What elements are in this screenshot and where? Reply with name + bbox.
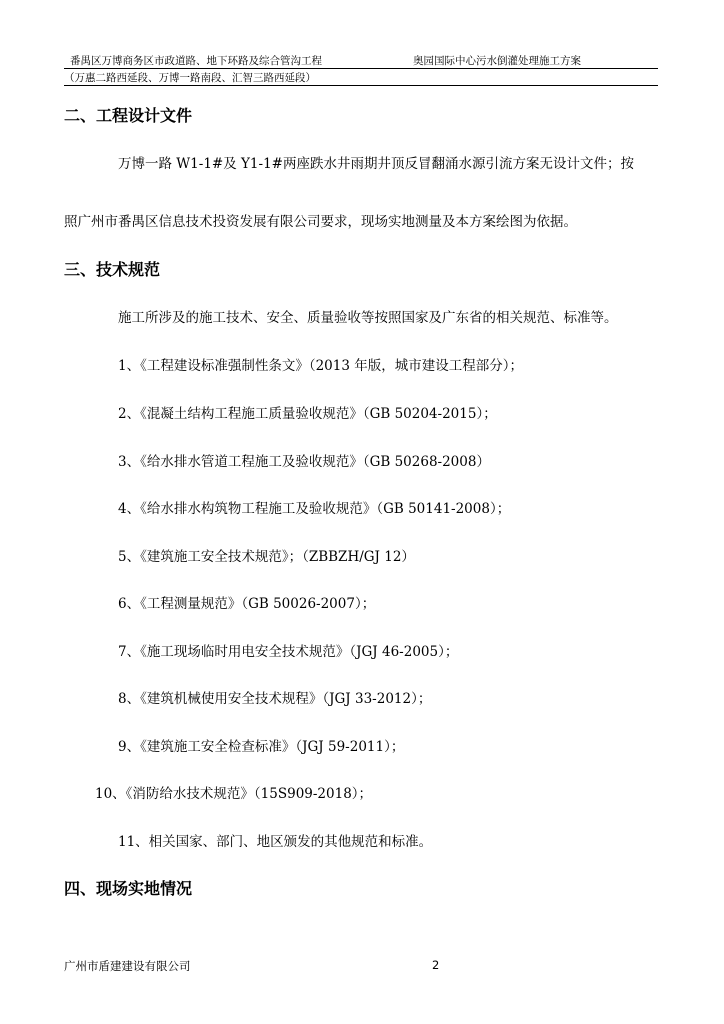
section-3-heading: 三、技术规范 — [64, 260, 161, 279]
standard-item-6: 6、《工程测量规范》（GB 50026-2007）； — [118, 596, 376, 612]
footer-page-number: 2 — [432, 958, 440, 972]
section-2-heading: 二、工程设计文件 — [64, 106, 193, 125]
standard-item-2: 2、《混凝土结构工程施工质量验收规范》（GB 50204-2015）； — [118, 406, 497, 422]
standard-item-3: 3、《给水排水管道工程施工及验收规范》（GB 50268-2008） — [118, 454, 490, 470]
section-4-heading: 四、现场实地情况 — [64, 879, 193, 898]
standard-item-5: 5、《建筑施工安全技术规范》；（ZBBZH/GJ 12） — [118, 549, 415, 565]
header-project-title: 番禺区万博商务区市政道路、地下环路及综合管沟工程 — [70, 55, 322, 67]
section-2-paragraph-line-1: 万博一路 W1-1#及 Y1-1#两座跌水井雨期井顶反冒翻涌水源引流方案无设计文件；按 — [118, 156, 634, 172]
footer-company: 广州市盾建建设有限公司 — [64, 959, 191, 973]
standard-item-8: 8、《建筑机械使用安全技术规程》（JGJ 33-2012）； — [118, 691, 432, 707]
header-divider-bottom — [64, 85, 658, 86]
header-divider — [64, 68, 658, 69]
section-3-intro: 施工所涉及的施工技术、安全、质量验收等按照国家及广东省的相关规范、标准等。 — [118, 310, 618, 326]
standard-item-7: 7、《施工现场临时用电安全技术规范》（JGJ 46-2005）； — [118, 644, 459, 660]
standard-item-10: 10、《消防给水技术规范》（15S909-2018）； — [95, 786, 373, 802]
standard-item-4: 4、《给水排水构筑物工程施工及验收规范》（GB 50141-2008）； — [118, 501, 511, 517]
standard-item-11: 11、相关国家、部门、地区颁发的其他规范和标准。 — [118, 834, 433, 850]
header-document-title: 奥园国际中心污水倒灌处理施工方案 — [413, 55, 581, 67]
section-2-paragraph-line-2: 照广州市番禺区信息技术投资发展有限公司要求，现场实地测量及本方案绘图为依据。 — [64, 214, 577, 230]
standard-item-9: 9、《建筑施工安全检查标准》（JGJ 59-2011）； — [118, 739, 405, 755]
standard-item-1: 1、《工程建设标准强制性条文》（2013 年版，城市建设工程部分）； — [118, 358, 523, 374]
header-project-subtitle: （万惠二路西延段、万博一路南段、汇智三路西延段） — [64, 72, 316, 84]
